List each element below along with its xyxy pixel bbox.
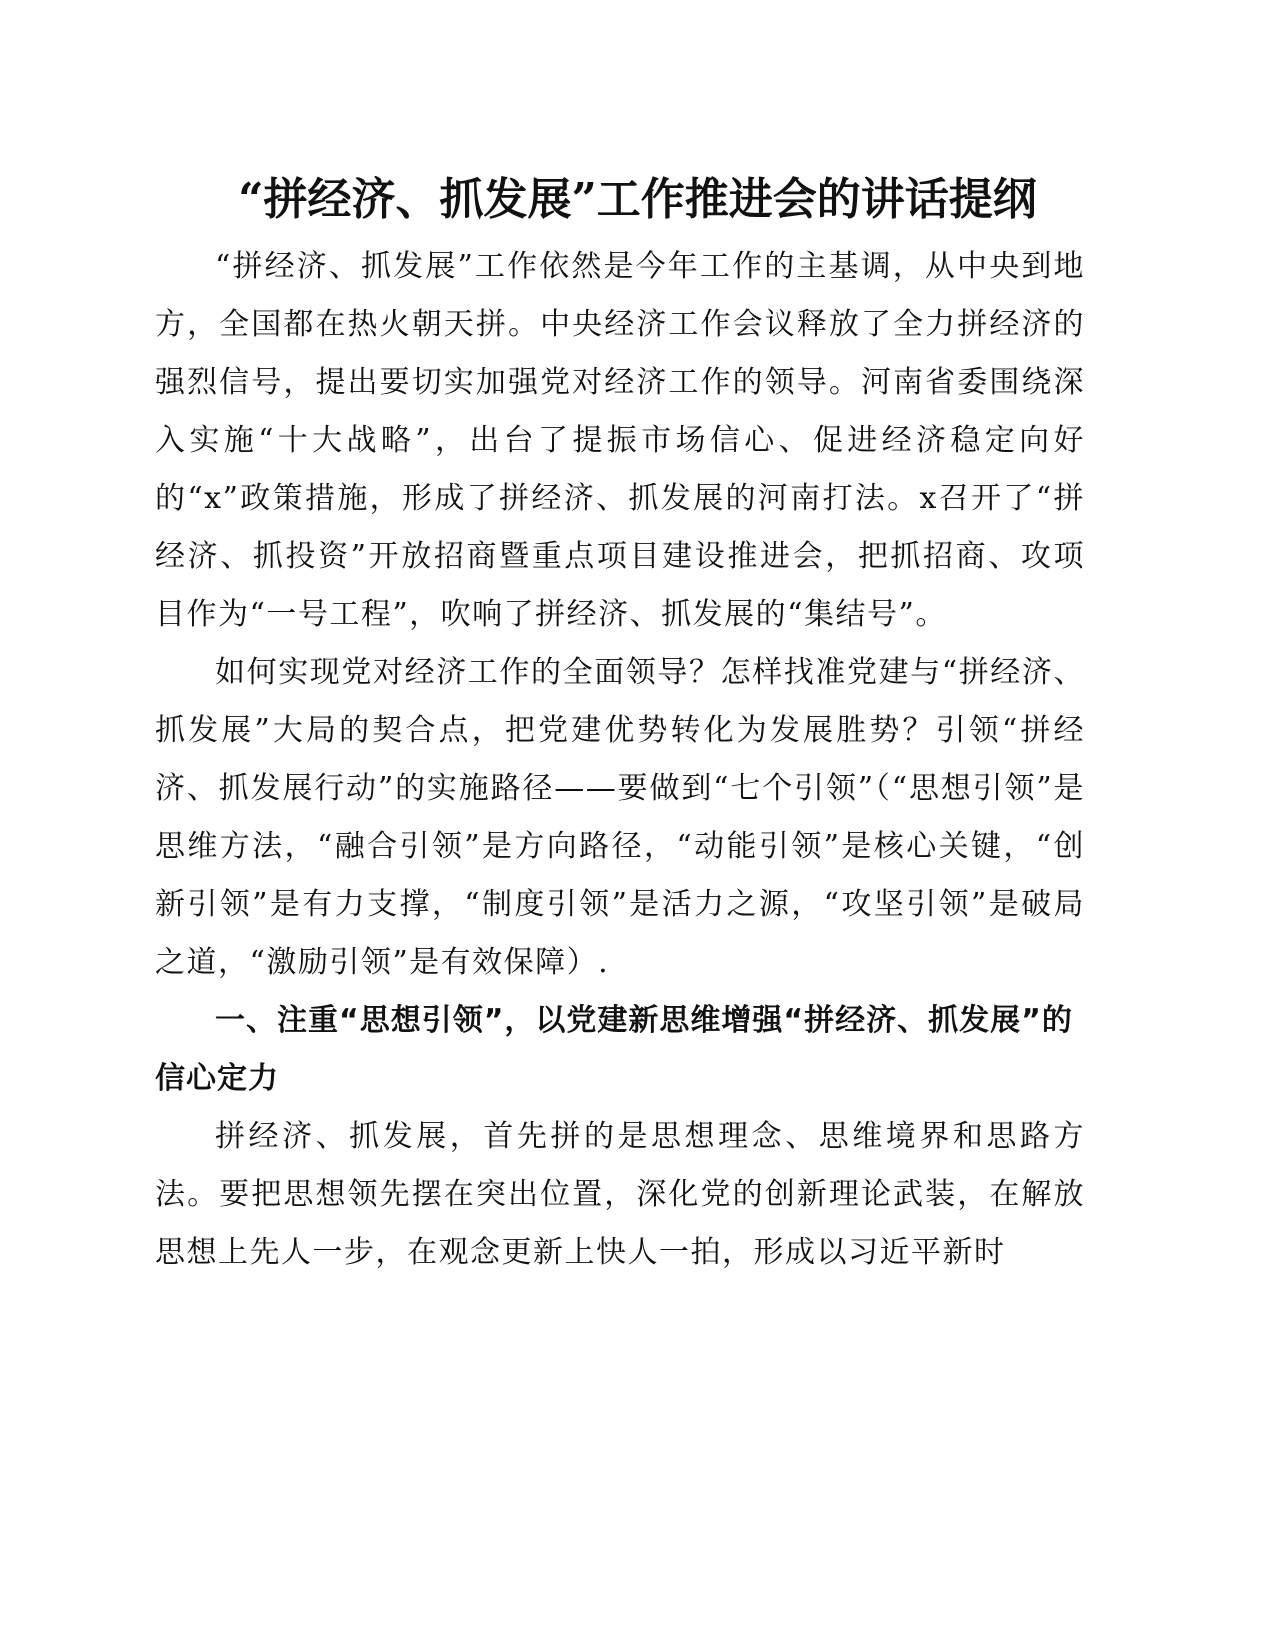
document-title: “拼经济、抓发展”工作推进会的讲话提纲 bbox=[238, 174, 1037, 225]
intro-paragraph: “拼经济、抓发展”工作依然是今年工作的主基调，从中央到地方，全国都在热火朝天拼。中央经济工作会议释放了全力拼经济的强烈信号，提出要切实加强党对经济工作的领导。河南省委围绕深入实施“十大战略”，出台了提振市场信心、促进经济稳定向好的“x”政策措施，形成了拼经济、抓发展的河南打法。x召开了“拼经济、抓投资”开放招商暨重点项目建设推进会，把抓招商、攻项目作为“一号工程”，吹响了拼经济、抓发展的“集结号”。 bbox=[155, 249, 1085, 632]
section-heading: 一、注重“思想引领”，以党建新思维增强“拼经济、抓发展”的信心定力 bbox=[155, 1003, 1073, 1096]
document-body bbox=[155, 238, 1085, 1282]
section-paragraph: 拼经济、抓发展，首先拼的是思想理念、思维境界和思路方法。要把思想领先摆在突出位置，深化党的创新理论武装，在解放思想上先人一步，在观念更新上快人一拍，形成以习近平新时 bbox=[155, 1119, 1085, 1270]
question-paragraph: 如何实现党对经济工作的全面领导？怎样找准党建与“拼经济、抓发展”大局的契合点，把党建优势转化为发展胜势？引领“拼经济、抓发展行动”的实施路径——要做到“七个引领”（“思想引领”是思维方法，“融合引领”是方向路径，“动能引领”是核心关键，“创新引领”是有力支撑，“制度引领”是活力之源，“攻坚引领”是破局之道，“激励引领”是有效保障）. bbox=[155, 655, 1085, 980]
